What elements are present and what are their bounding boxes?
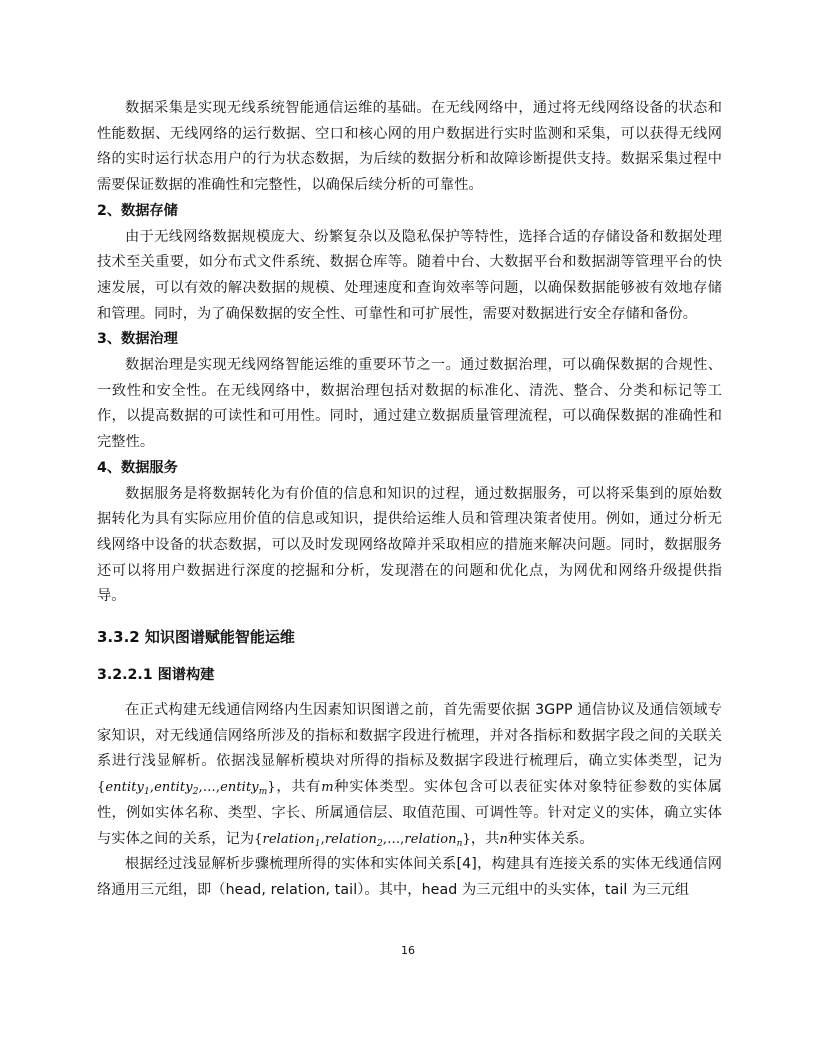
math-sub: 1 (314, 838, 321, 849)
math-word: relation (324, 831, 378, 847)
page-body (97, 96, 722, 904)
math-sub: 2 (192, 787, 199, 798)
math-word: relation (404, 831, 457, 847)
subsection-title: 3.2.2.1 图谱构建 (97, 667, 215, 684)
paragraph-graph-construction (97, 698, 722, 852)
text-run: ，共 (470, 830, 500, 847)
math-var-m: m (321, 780, 334, 796)
paragraph-data-collection: 数据采集是实现无线系统智能通信运维的基础。在无线网络中，通过将无线网络设备的状态和性能数据、无线网络的运行数据、空口和核心网的用户数据进行实时监测和采集，可以获得无线网络的实时运行状态用户的行为状态数据，为后续的数据分析和故障诊断提供支持。数据采集过程中需要保证数据的准确性和完整性，以确保后续分析的可靠性。 (97, 100, 722, 194)
paragraph-data-governance: 数据治理是实现无线网络智能运维的重要环节之一。通过数据治理，可以确保数据的合规性、一致性和安全性。在无线网络中，数据治理包括对数据的标准化、清洗、整合、分类和标记等工作，以提高数据的可读性和可用性。同时，通过建立数据质量管理流程，可以确保数据的准确性和完整性。 (97, 357, 722, 451)
math-word: entity (105, 780, 144, 796)
paragraph-data-service: 数据服务是将数据转化为有价值的信息和知识的过程，通过数据服务，可以将采集到的原始数据转化为具有实际应用价值的信息或知识，提供给运维人员和管理决策者使用。例如，通过分析无线网络中设备的状态数据，可以及时发现网络故障并采取相应的措施来解决问题。同时，数据服务还可以将用户数据进行深度的挖掘和分析，发现潜在的问题和优化点，为网优和网络升级提供指导。 (97, 485, 722, 605)
math-sub: m (258, 787, 268, 798)
relation-set-formula: {relation$_1$,relation$_2$,…,relation$_n$} (254, 831, 471, 849)
entity-set-formula: {entity$_1$,entity$_2$,…,entity$_m$} (97, 780, 276, 798)
text-run: 种实体关系。 (507, 830, 594, 847)
heading-data-storage: 2、数据存储 (97, 202, 178, 219)
page-number: 16 (401, 944, 415, 957)
paragraph-triples: 根据经过浅显解析步骤梳理所得的实体和实体间关系[4]，构建具有连接关系的实体无线通信网络通用三元组，即（head, relation, tail）。其中，head 为三元组中的头实体，tail 为三元组 (97, 856, 722, 898)
section-title: 3.3.2 知识图谱赋能智能运维 (97, 628, 295, 647)
math-sub: 1 (144, 787, 150, 798)
heading-data-service: 4、数据服务 (97, 459, 178, 476)
text-run: 在正式构建无线通信网络内生因素知识图谱之前，首先需要依据 3GPP 通信协议及通信领域专家知识，对无线通信网络所涉及的指标和数据字段进行梳理，并对各指标和数据字段之间的关联关系进行浅显解析。依据浅显解析模块对所得的指标及数据字段进行梳理后，确立实体类型，记为 (97, 702, 722, 770)
math-word: entity (220, 780, 259, 796)
paragraph-data-storage: 由于无线网络数据规模庞大、纷繁复杂以及隐私保护等特性，选择合适的存储设备和数据处理技术至关重要，如分布式文件系统、数据仓库等。随着中台、大数据平台和数据湖等管理平台的快速发展，可以有效的解决数据的规模、处理速度和查询效率等问题，以确保数据能够被有效地存储和管理。同时，为了确保数据的安全性、可靠性和可扩展性，需要对数据进行安全存储和备份。 (97, 228, 722, 322)
math-sub: n (456, 838, 463, 849)
math-sub: 2 (377, 838, 383, 849)
math-var-n: n (499, 831, 508, 847)
text-run: ，共有 (275, 779, 322, 796)
math-word: entity (154, 780, 193, 796)
heading-data-governance: 3、数据治理 (97, 331, 178, 348)
math-word: relation (262, 831, 315, 847)
text-run: 种实体类型。实体包含可以表征实体对象特征参数的实体属性，例如实体名称、类型、字长、所属通信层、取值范围、可调性等。针对定义的实体，确立实体与实体之间的关系，记为 (97, 779, 722, 847)
